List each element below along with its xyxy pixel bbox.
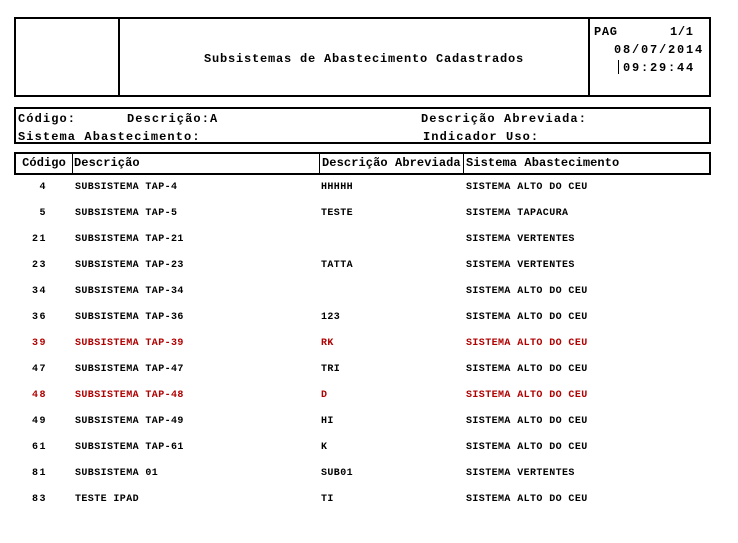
column-header-sistema-abastecimento: Sistema Abastecimento (466, 156, 620, 170)
cell-sistema-abastecimento: SISTEMA ALTO DO CEU (466, 286, 588, 297)
column-divider (463, 154, 464, 173)
filter-codigo-label: Código: (18, 112, 77, 126)
filter-descricao-abreviada-label: Descrição Abreviada: (421, 112, 588, 126)
table-header-box (14, 152, 711, 175)
cell-sistema-abastecimento: SISTEMA ALTO DO CEU (466, 312, 588, 323)
table-row (14, 383, 724, 409)
header-page-divider (588, 19, 590, 95)
cell-descricao: TESTE IPAD (75, 494, 140, 505)
table-row (14, 305, 724, 331)
cell-descricao-abreviada: 123 (321, 312, 341, 323)
table-row (14, 227, 724, 253)
cell-codigo: 83 (31, 494, 47, 505)
report-time: 09:29:44 (623, 61, 696, 75)
cell-codigo: 81 (31, 468, 47, 479)
table-body (14, 175, 724, 513)
cell-sistema-abastecimento: SISTEMA ALTO DO CEU (466, 338, 588, 349)
report-header-box (14, 17, 711, 97)
filter-descricao-label: Descrição: (127, 112, 211, 126)
cell-descricao-abreviada: HHHHH (321, 182, 354, 193)
table-row (14, 279, 724, 305)
cell-sistema-abastecimento: SISTEMA ALTO DO CEU (466, 364, 588, 375)
filter-descricao-value: A (210, 112, 219, 126)
filter-indicador-uso-label: Indicador Uso: (423, 130, 540, 144)
cell-descricao: SUBSISTEMA TAP-39 (75, 338, 184, 349)
cell-descricao: SUBSISTEMA TAP-49 (75, 416, 184, 427)
column-header-descricao-abreviada: Descrição Abreviada (322, 156, 461, 170)
cell-sistema-abastecimento: SISTEMA ALTO DO CEU (466, 416, 588, 427)
table-row (14, 201, 724, 227)
page-label: PAG (594, 25, 618, 39)
cell-codigo: 21 (31, 234, 47, 245)
cell-sistema-abastecimento: SISTEMA ALTO DO CEU (466, 182, 588, 193)
cell-descricao: SUBSISTEMA TAP-5 (75, 208, 178, 219)
cell-descricao-abreviada: HI (321, 416, 334, 427)
page-number: 1/1 (670, 25, 694, 39)
cell-codigo: 4 (39, 182, 47, 193)
cell-sistema-abastecimento: SISTEMA TAPACURA (466, 208, 569, 219)
column-header-codigo: Código (22, 156, 66, 170)
cell-descricao: SUBSISTEMA TAP-34 (75, 286, 184, 297)
cell-descricao-abreviada: TI (321, 494, 334, 505)
table-row (14, 175, 724, 201)
column-divider (72, 154, 73, 173)
cell-descricao-abreviada: D (321, 390, 328, 401)
table-row (14, 487, 724, 513)
cell-codigo: 5 (39, 208, 47, 219)
column-divider (319, 154, 320, 173)
cell-descricao: SUBSISTEMA TAP-23 (75, 260, 184, 271)
cell-codigo: 34 (31, 286, 47, 297)
cell-codigo: 36 (31, 312, 47, 323)
cell-descricao: SUBSISTEMA TAP-21 (75, 234, 184, 245)
cell-sistema-abastecimento: SISTEMA ALTO DO CEU (466, 494, 588, 505)
cell-descricao: SUBSISTEMA TAP-4 (75, 182, 178, 193)
time-cursor-mark (618, 60, 619, 74)
table-row (14, 357, 724, 383)
cell-codigo: 61 (31, 442, 47, 453)
table-row (14, 409, 724, 435)
cell-descricao: SUBSISTEMA 01 (75, 468, 159, 479)
cell-descricao: SUBSISTEMA TAP-61 (75, 442, 184, 453)
cell-codigo: 48 (31, 390, 47, 401)
table-row (14, 331, 724, 357)
filter-criteria-box (14, 107, 711, 144)
cell-descricao-abreviada: SUB01 (321, 468, 354, 479)
cell-descricao: SUBSISTEMA TAP-48 (75, 390, 184, 401)
cell-descricao-abreviada: TESTE (321, 208, 354, 219)
cell-codigo: 39 (31, 338, 47, 349)
header-logo-divider (118, 19, 120, 95)
cell-descricao-abreviada: K (321, 442, 328, 453)
table-row (14, 435, 724, 461)
cell-descricao-abreviada: TATTA (321, 260, 354, 271)
report-title: Subsistemas de Abastecimento Cadastrados (204, 52, 525, 66)
cell-sistema-abastecimento: SISTEMA ALTO DO CEU (466, 442, 588, 453)
table-row (14, 253, 724, 279)
cell-codigo: 47 (31, 364, 47, 375)
report-date: 08/07/2014 (614, 43, 705, 57)
filter-sistema-abastecimento-label: Sistema Abastecimento: (18, 130, 201, 144)
cell-sistema-abastecimento: SISTEMA VERTENTES (466, 234, 575, 245)
cell-codigo: 23 (31, 260, 47, 271)
cell-descricao-abreviada: RK (321, 338, 334, 349)
cell-descricao-abreviada: TRI (321, 364, 341, 375)
cell-descricao: SUBSISTEMA TAP-47 (75, 364, 184, 375)
cell-codigo: 49 (31, 416, 47, 427)
cell-descricao: SUBSISTEMA TAP-36 (75, 312, 184, 323)
cell-sistema-abastecimento: SISTEMA VERTENTES (466, 260, 575, 271)
cell-sistema-abastecimento: SISTEMA VERTENTES (466, 468, 575, 479)
cell-sistema-abastecimento: SISTEMA ALTO DO CEU (466, 390, 588, 401)
column-header-descricao: Descrição (74, 156, 140, 170)
table-row (14, 461, 724, 487)
